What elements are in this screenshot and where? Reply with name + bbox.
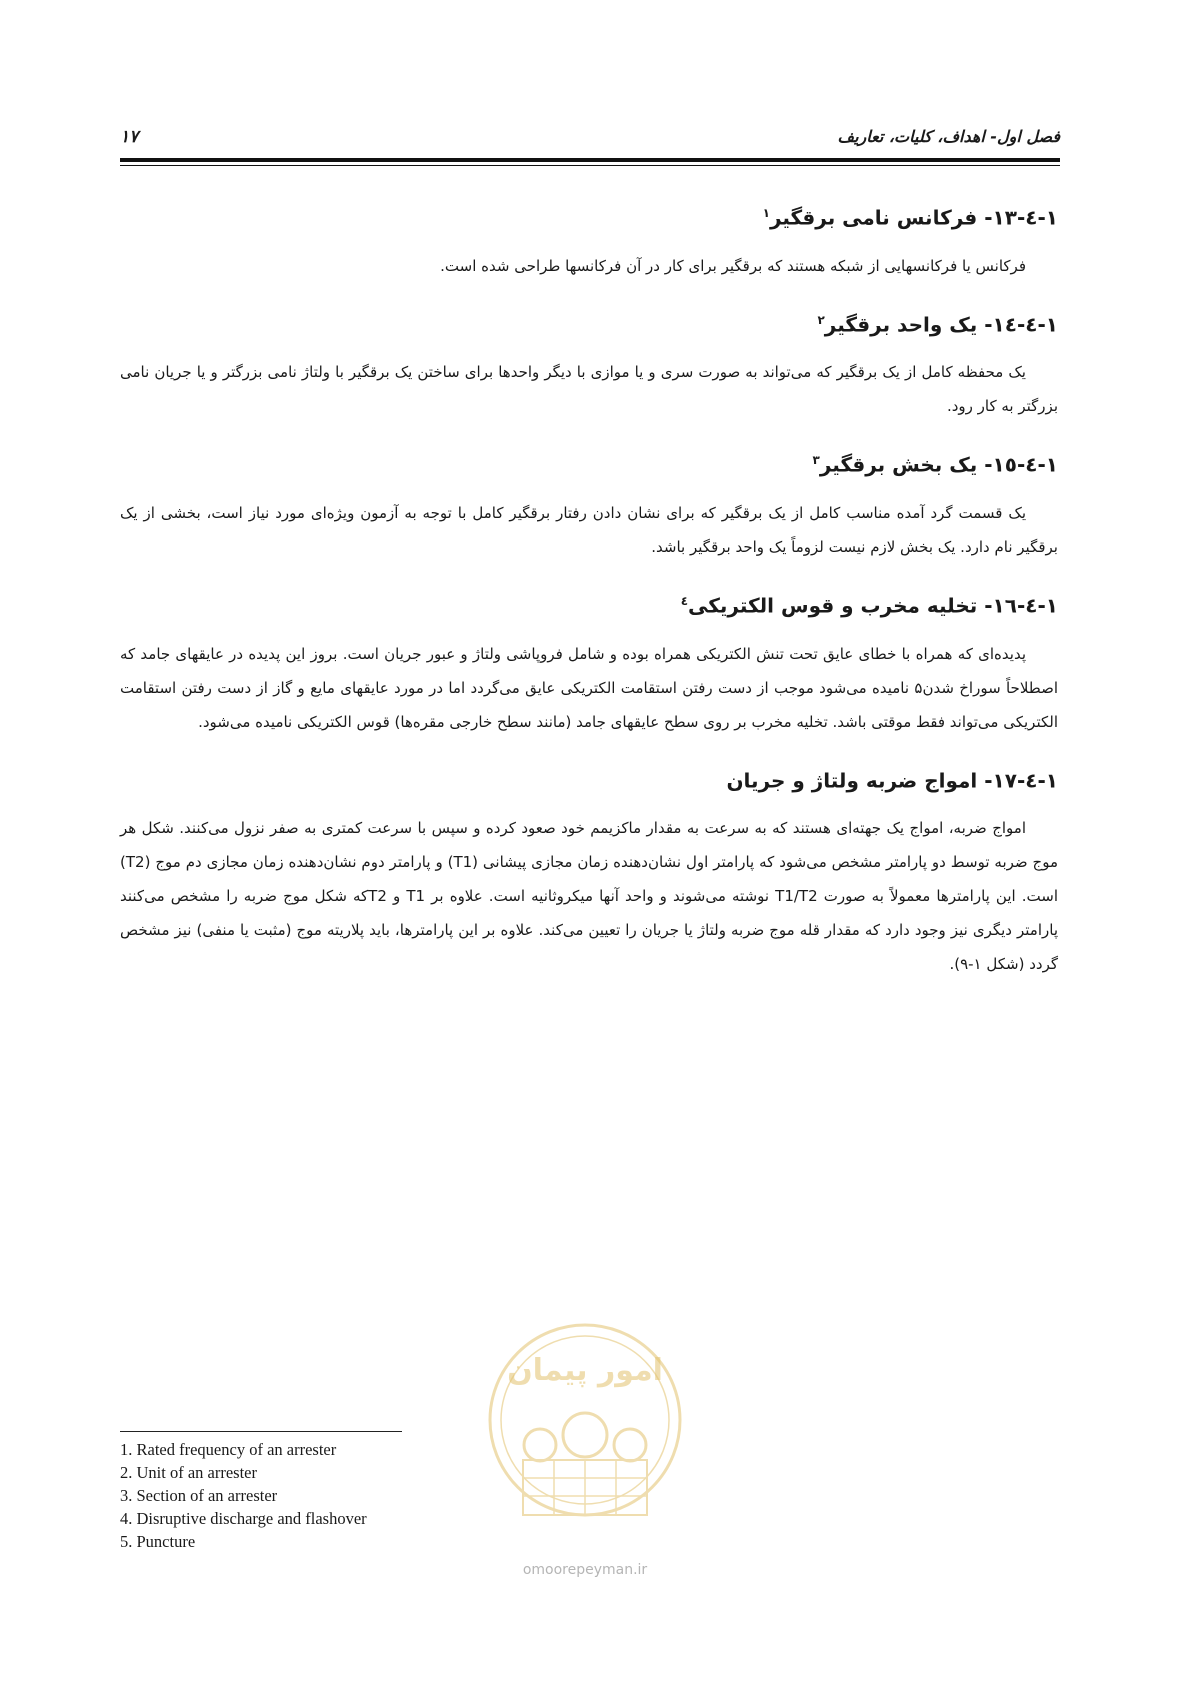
footnote-mark: ٤: [680, 593, 689, 608]
footnote-mark: ۳: [812, 453, 820, 468]
section-heading: ۱-٤-۱۷- امواج ضربه ولتاژ و جریان: [726, 768, 1058, 793]
section-1-4-16: [120, 584, 1058, 739]
section-1-4-17: [120, 759, 1058, 982]
section-1-4-13: [120, 196, 1058, 283]
footnote-mark: ۲: [817, 312, 825, 327]
footnote-rule: [120, 1431, 402, 1432]
chapter-title: فصل اول- اهداف، کلیات، تعاریف: [837, 127, 1060, 146]
main-content: [120, 196, 1058, 1001]
page-header: [120, 127, 1060, 153]
footnote-item: 1. Rated frequency of an arrester: [120, 1440, 337, 1459]
footnote-item: 2. Unit of an arrester: [120, 1463, 257, 1482]
header-rule-thin: [120, 165, 1060, 166]
header-rule-thick: [120, 158, 1060, 162]
footnotes: [120, 1438, 540, 1553]
section-paragraph: پدیده‌ای که همراه با خطای عایق تحت تنش الکتریکی همراه بوده و شامل فروپاشی ولتاژ و عبور جریان است. بروز این پدیده در عایقهای جامد که اصطلاحاً سوراخ شدن۵ نامیده می‌شود موجب از دست رفتن استقامت الکتریکی عایق می‌گردد اما در مورد عایقهای مایع و گاز از دست رفتن استقامت الکتریکی می‌تواند فقط موقتی باشد. تخلیه مخرب بر روی سطح عایقهای جامد (مانند سطح خارجی مقره‌ها) قوس الکتریکی نامیده می‌شود.: [120, 644, 1058, 731]
section-paragraph: یک قسمت گرد آمده مناسب کامل از یک برقگیر که برای نشان دادن رفتار برقگیر کامل با توجه به آزمون ویژه‌ای مورد نیاز است، بخشی از یک برقگیر نام دارد. یک بخش لازم نیست لزوماً یک واحد برقگیر باشد.: [120, 503, 1058, 556]
watermark-logo-text: امور پیمان: [507, 1353, 663, 1388]
section-heading: ۱-٤-۱۳- فرکانس نامی برقگیر$^۱$: [762, 205, 1058, 230]
footnote-mark: ۱: [762, 206, 770, 220]
watermark-site: omoorepeyman.ir: [522, 1562, 648, 1578]
section-heading: ۱-٤-۱٤- یک واحد برقگیر$^۲$: [817, 312, 1058, 337]
section-heading: ۱-٤-۱٦- تخلیه مخرب و قوس الکتریکی$^٤$: [680, 593, 1058, 618]
footnote-item: 5. Puncture: [120, 1532, 196, 1551]
footnote-item: 3. Section of an arrester: [120, 1486, 278, 1505]
section-paragraph: فرکانس یا فرکانسهایی از شبکه هستند که برقگیر برای کار در آن فرکانسها طراحی شده است.: [440, 256, 1026, 275]
page-number: ۱۷: [120, 127, 139, 147]
footnote-item: 4. Disruptive discharge and flashover: [120, 1509, 367, 1528]
section-1-4-15: [120, 443, 1058, 564]
section-paragraph: امواج ضربه، امواج یک جهته‌ای هستند که به سرعت به مقدار ماکزیمم خود صعود کرده و سپس با سرعت کمتری به صفر نزول می‌کنند. شکل هر موج ضربه توسط دو پارامتر مشخص می‌شود که پارامتر اول نشان‌دهنده زمان مجازی پیشانی (T1) و پارامتر دوم نشان‌دهنده زمان مجازی دم موج (T2) است. این پارامترها معمولاً به صورت T1/T2 نوشته می‌شوند و واحد آنها میکروثانیه است. علاوه بر T1 و T2که شکل موج ضربه را مشخص می‌کنند پارامتر دیگری نیز وجود دارد که مقدار قله موج ضربه ولتاژ یا جریان را تعیین می‌کند. علاوه بر این پارامترها، باید پلاریته موج (مثبت یا منفی) نیز مشخص گردد (شکل ۱-۹).: [120, 819, 1059, 974]
section-1-4-14: [120, 303, 1058, 424]
section-heading: ۱-٤-۱٥- یک بخش برقگیر$^۳$: [812, 452, 1058, 477]
section-paragraph: یک محفظه کامل از یک برقگیر که می‌تواند به صورت سری و یا موازی با دیگر واحدها برای ساختن یک برقگیر با ولتاژ نامی بزرگتر و یا جریان نامی بزرگتر به کار رود.: [120, 363, 1058, 416]
